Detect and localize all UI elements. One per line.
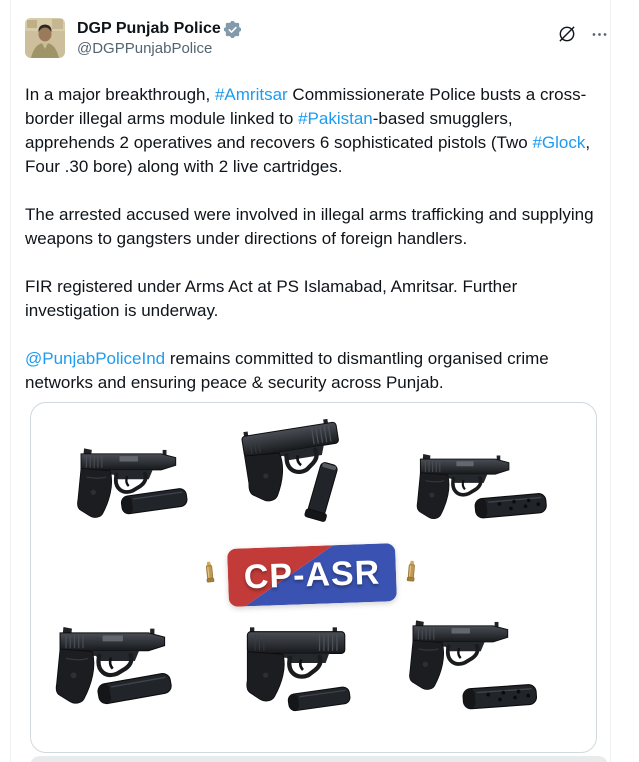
more-button[interactable] [589,24,609,44]
author-name[interactable]: DGP Punjab Police [77,20,221,37]
author-handle: @DGPPunjabPolice [77,40,213,57]
media-card[interactable] [30,402,597,753]
magazine-top-center [304,461,340,522]
cp-asr-banner [227,543,397,607]
text-segment: , Four .30 bore) along with 2 live cartridges. [25,133,591,176]
magazine-bottom-left [97,672,173,704]
banner-text: CP-ASR [243,553,381,596]
mention-link[interactable]: @PunjabPoliceInd [25,349,166,368]
pistol-bottom-right [410,620,508,689]
tweet-paragraph [25,83,600,179]
tweet-text [25,83,600,395]
hashtag-link[interactable]: #Pakistan [298,109,373,128]
magazine-bottom-right [463,684,537,709]
avatar-image [25,18,65,58]
tweet-header [25,18,625,59]
ellipsis-icon [590,25,609,44]
hashtag-link[interactable]: #Amritsar [214,85,288,104]
tweet-paragraph [25,203,600,251]
tweet-paragraph [25,347,600,395]
verified-badge-icon [224,21,241,38]
magazine-top-right [475,493,547,518]
grok-button[interactable] [557,24,577,44]
magazine-bottom-center [287,686,350,711]
text-segment: remains committed to dismantling organised crime networks and ensuring peace & security across Punjab. [25,349,549,392]
cartridge-right-icon [407,561,416,582]
text-segment: In a major breakthrough, [25,85,215,104]
text-segment: The arrested accused were involved in illegal arms trafficking and supplying weapons to gangsters under directions of foreign handlers. [25,205,594,248]
text-segment: Commissionerate Police busts a cross-border illegal arms module linked to [25,85,587,128]
header-actions [557,18,625,44]
cartridge-left-icon [205,561,214,582]
text-segment: -based smugglers, apprehends 2 operatives and recovers 6 sophisticated pistols (Two [25,109,533,152]
avatar[interactable] [25,18,65,58]
author-block [77,18,241,59]
hashtag-link[interactable]: #Glock [532,133,586,152]
text-segment: FIR registered under Arms Act at PS Islamabad, Amritsar. Further investigation is underway. [25,277,518,320]
grok-slashed-circle-icon [557,24,577,44]
tweet-paragraph [25,275,600,323]
next-media-top-edge[interactable] [30,756,608,762]
